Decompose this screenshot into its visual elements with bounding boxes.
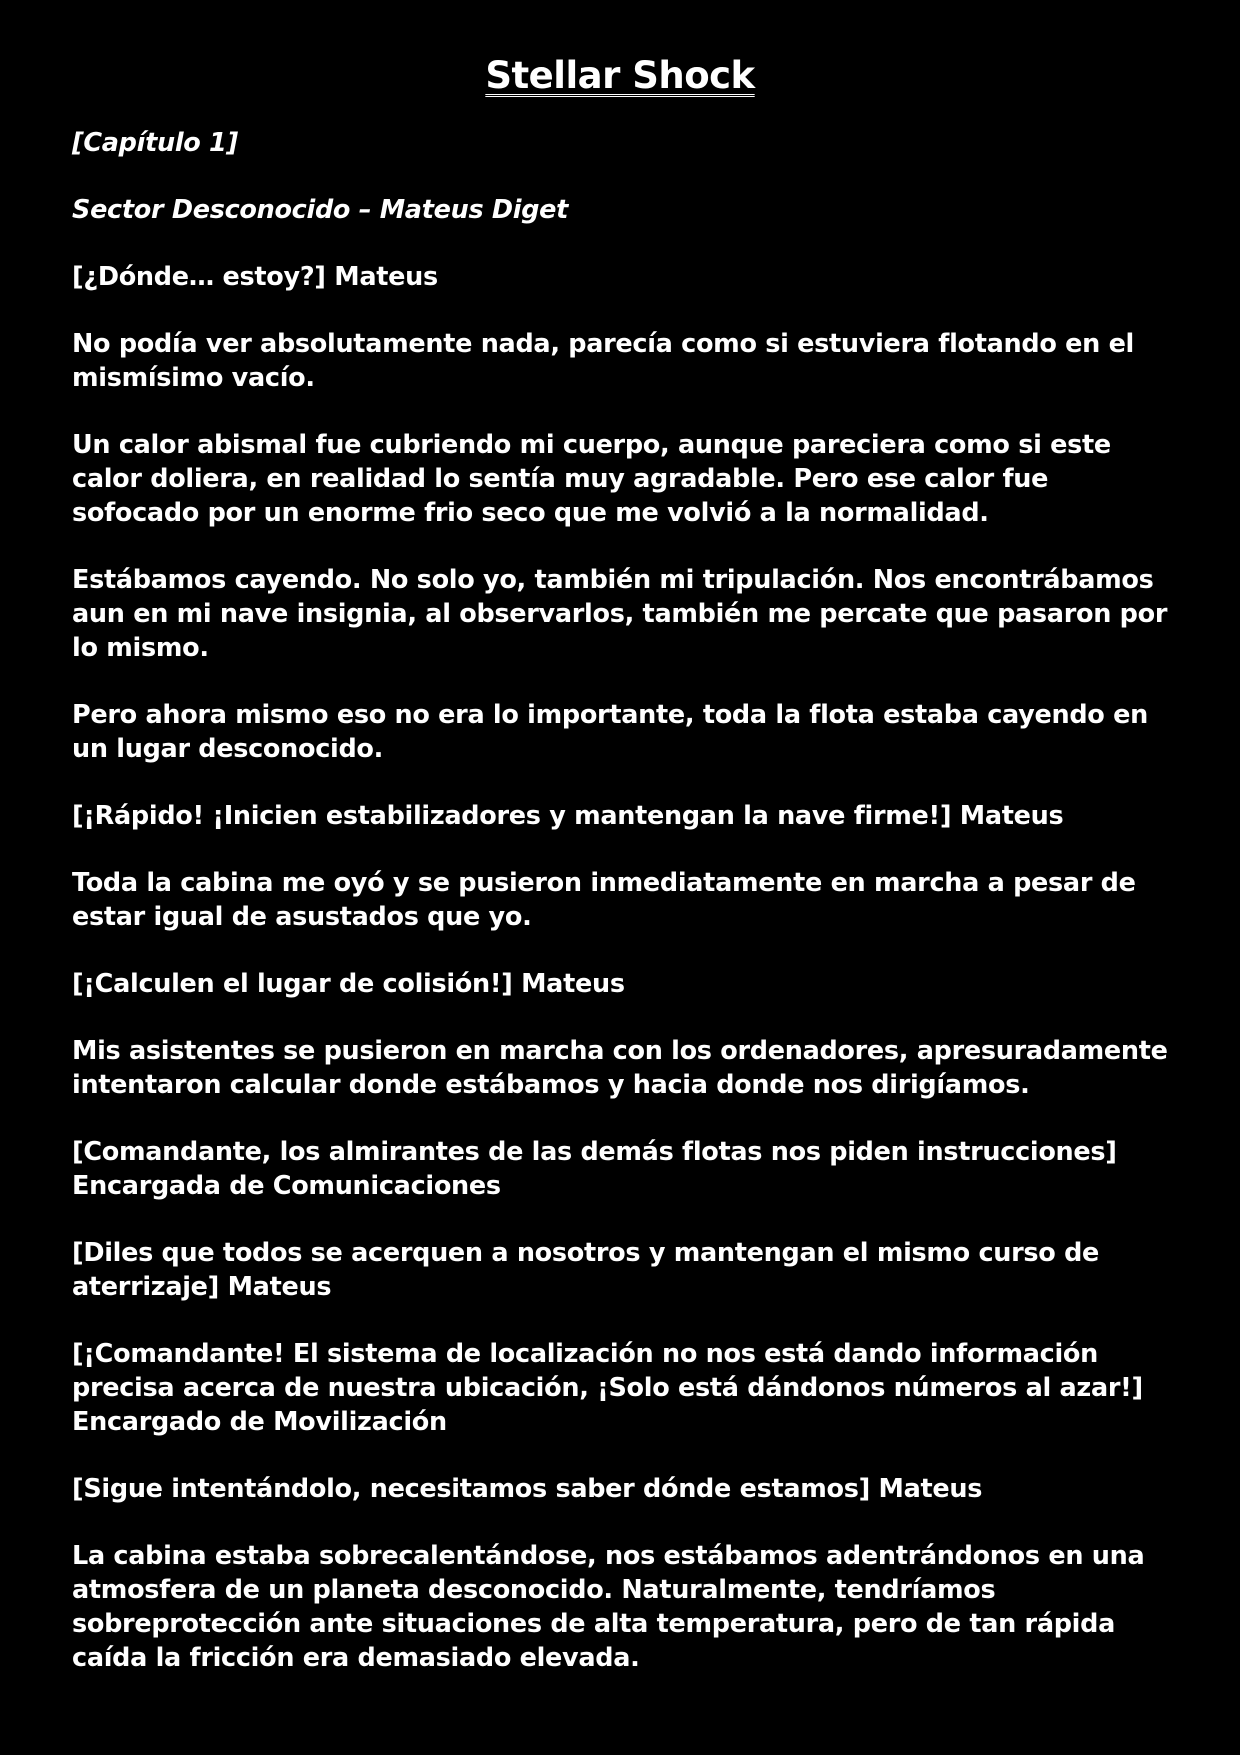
paragraph: No podía ver absolutamente nada, parecía como si estuviera flotando en el mismísimo vacío.	[72, 329, 1135, 393]
paragraph: Un calor abismal fue cubriendo mi cuerpo, aunque pareciera como si este calor doliera, en realidad lo sentía muy agradable. Pero ese calor fue sofocado por un enorme frio seco que me volvió a la normalidad.	[72, 430, 1111, 528]
paragraph: [Diles que todos se acerquen a nosotros y mantengan el mismo curso de aterrizaje] Mateus	[72, 1238, 1100, 1302]
paragraph: Pero ahora mismo eso no era lo importante, toda la flota estaba cayendo en un lugar desconocido.	[72, 700, 1148, 764]
paragraph: [¡Comandante! El sistema de localización no nos está dando información precisa acerca de nuestra ubicación, ¡Solo está dándonos números al azar!] Encargado de Movilización	[72, 1339, 1143, 1437]
paragraph: Mis asistentes se pusieron en marcha con los ordenadores, apresuradamente intentaron calcular donde estábamos y hacia donde nos dirigíamos.	[72, 1036, 1168, 1100]
paragraph: [¡Rápido! ¡Inicien estabilizadores y mantengan la nave firme!] Mateus	[72, 801, 1064, 831]
document-title: Stellar Shock	[485, 54, 755, 97]
paragraph: La cabina estaba sobrecalentándose, nos estábamos adentrándonos en una atmosfera de un planeta desconocido. Naturalmente, tendríamos sobreprotección ante situaciones de alta temperatura, pero de tan rápida caída la fricción era demasiado elevada.	[72, 1541, 1145, 1673]
paragraph: [¿Dónde… estoy?] Mateus	[72, 262, 438, 292]
chapter-heading: [Capítulo 1]	[72, 128, 238, 158]
paragraph: [¡Calculen el lugar de colisión!] Mateus	[72, 969, 625, 999]
location-heading: Sector Desconocido – Mateus Diget	[72, 195, 569, 225]
paragraph: Toda la cabina me oyó y se pusieron inmediatamente en marcha a pesar de estar igual de asustados que yo.	[72, 868, 1136, 932]
paragraph: [Sigue intentándolo, necesitamos saber dónde estamos] Mateus	[72, 1474, 983, 1504]
paragraph: Estábamos cayendo. No solo yo, también mi tripulación. Nos encontrábamos aun en mi nave insignia, al observarlos, también me percate que pasaron por lo mismo.	[72, 565, 1168, 663]
paragraph: [Comandante, los almirantes de las demás flotas nos piden instrucciones] Encargada de Comunicaciones	[72, 1137, 1117, 1201]
